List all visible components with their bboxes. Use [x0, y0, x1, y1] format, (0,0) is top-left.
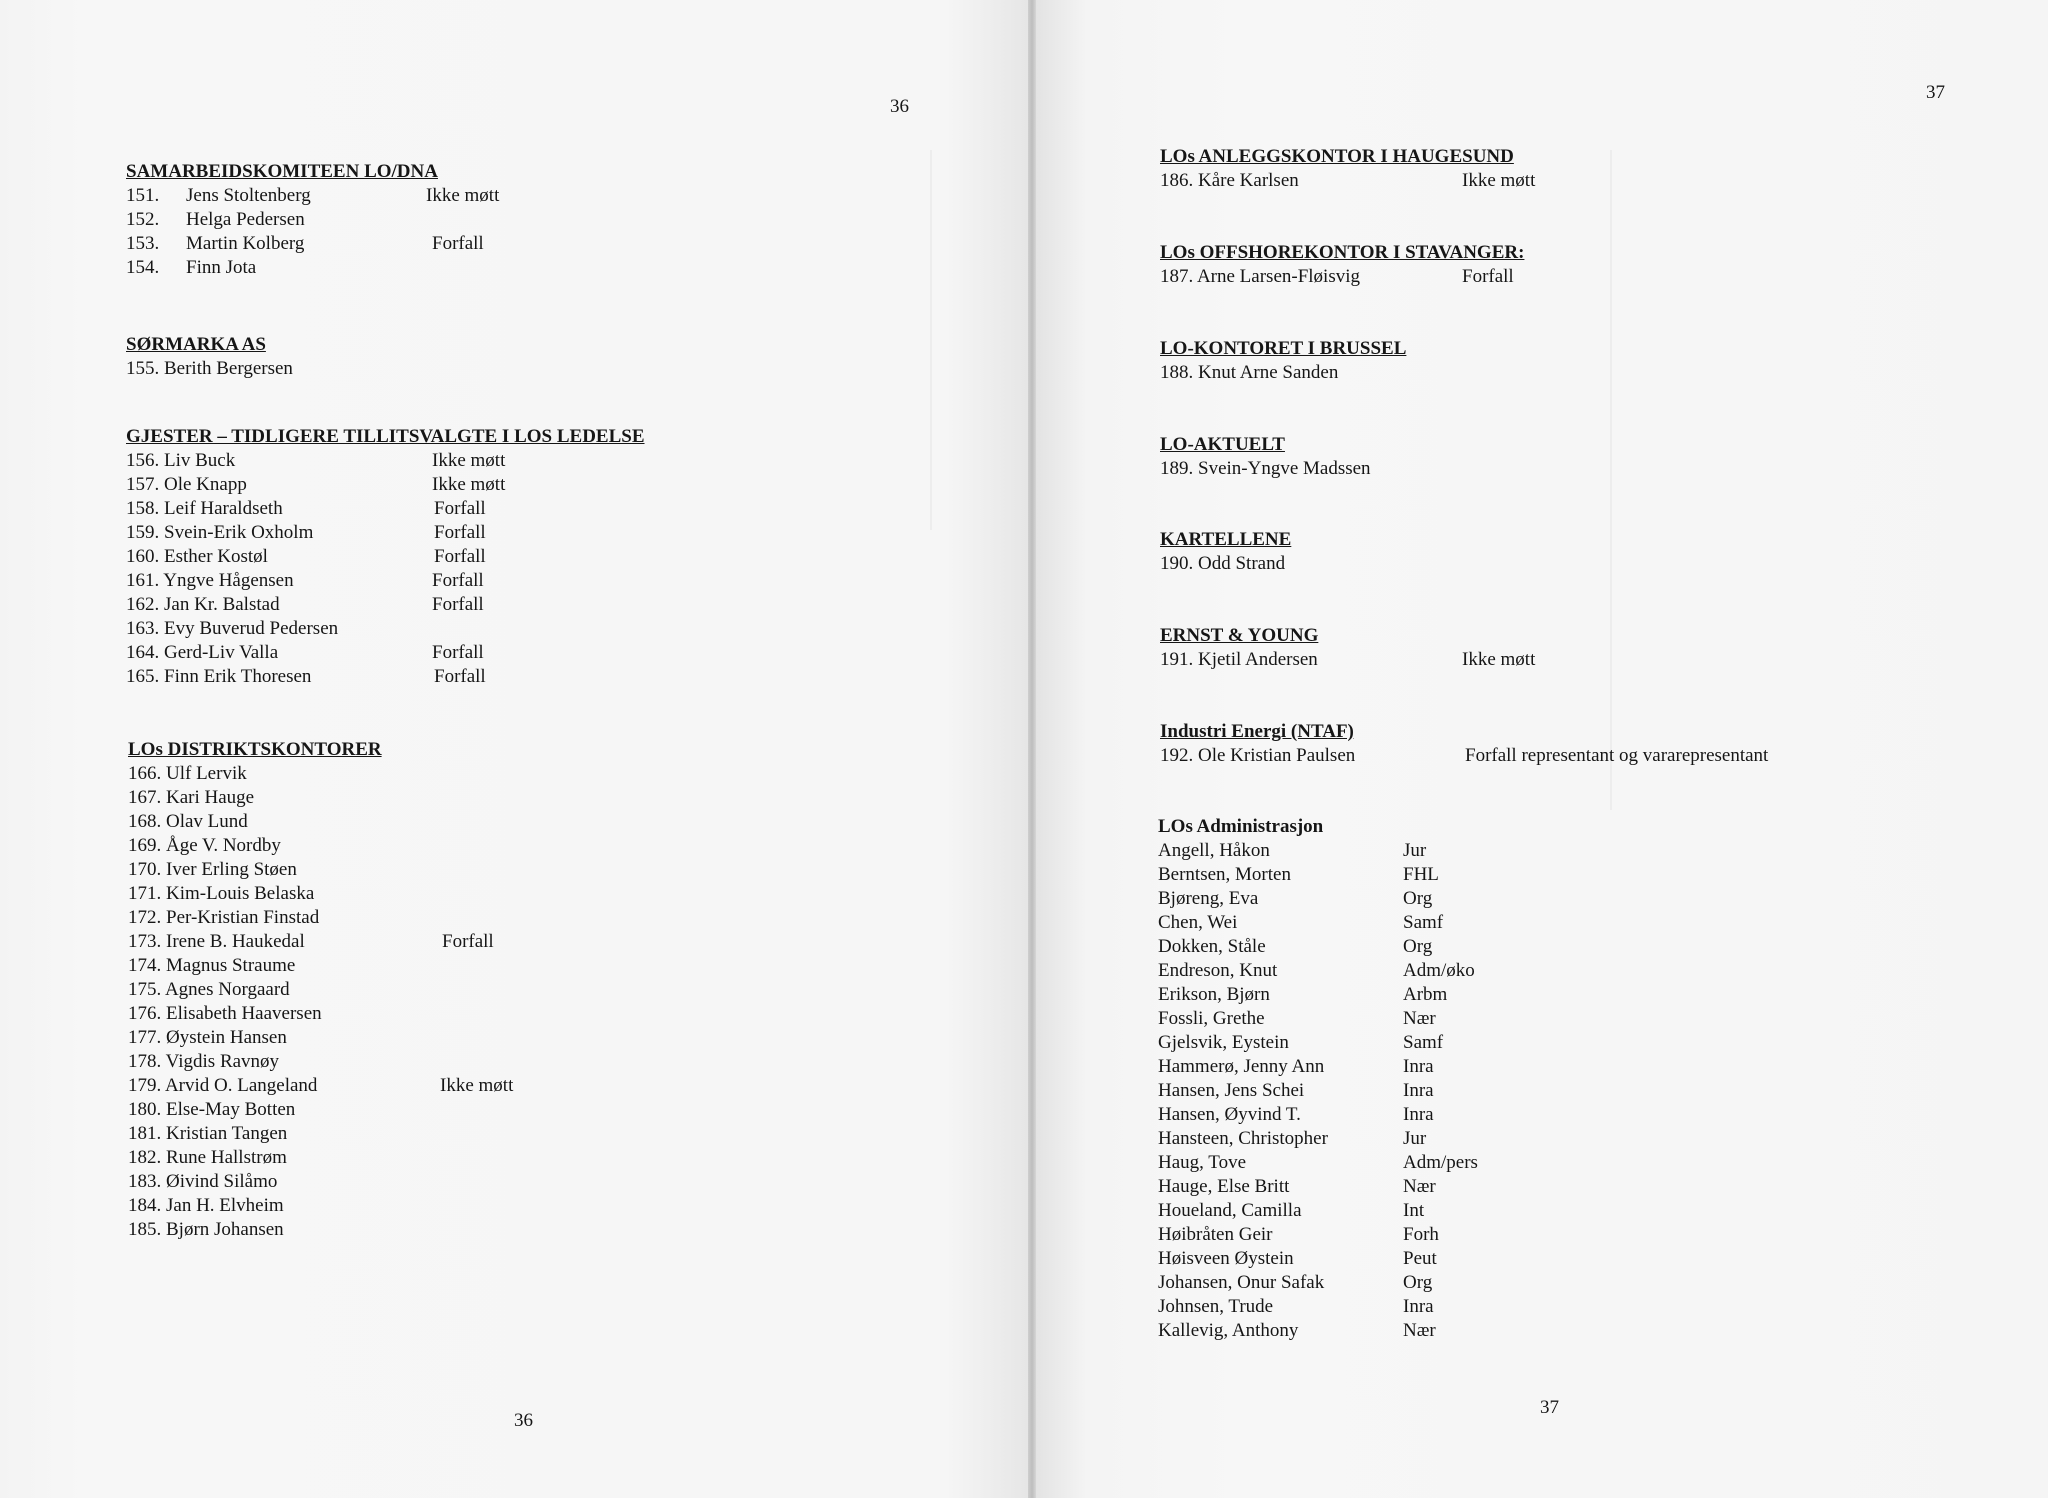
list-item: 161. Yngve Hågensen Forfall — [126, 570, 484, 591]
section-heading: SØRMARKA AS — [126, 334, 266, 355]
section-ernst-young — [1160, 624, 1760, 672]
section-anleggskontor — [1160, 145, 1760, 193]
list-item: 151. Jens Stoltenberg Ikke møtt — [126, 185, 500, 206]
list-item: 179. Arvid O. Langeland Ikke møtt — [128, 1075, 514, 1096]
list-item: 175. Agnes Norgaard — [128, 979, 290, 1000]
list-item: 162. Jan Kr. Balstad Forfall — [126, 594, 484, 615]
list-item: 165. Finn Erik Thoresen Forfall — [126, 666, 486, 687]
list-item: Høibråten Geir Forh — [1158, 1223, 1439, 1245]
list-item: Johansen, Onur Safak Org — [1158, 1271, 1433, 1293]
list-item: 153. Martin Kolberg Forfall — [126, 233, 484, 254]
list-item: Erikson, Bjørn Arbm — [1158, 983, 1448, 1005]
list-item: Bjøreng, Eva Org — [1158, 887, 1433, 909]
list-item: 160. Esther Kostøl Forfall — [126, 546, 486, 567]
list-item: Hammerø, Jenny Ann Inra — [1158, 1055, 1434, 1077]
section-heading: GJESTER – TIDLIGERE TILLITSVALGTE I LOS LEDELSE — [126, 426, 645, 447]
section-industri-energi — [1160, 720, 1860, 768]
list-item: Gjelsvik, Eystein Samf — [1158, 1031, 1444, 1053]
section-samarbeidskomiteen — [126, 160, 646, 280]
list-item: 189. Svein-Yngve Madssen — [1160, 458, 1371, 479]
list-item: 188. Knut Arne Sanden — [1160, 362, 1339, 383]
section-gjester — [126, 425, 746, 689]
list-item: 183. Øivind Silåmo — [128, 1171, 278, 1192]
list-item: 176. Elisabeth Haaversen — [128, 1003, 322, 1024]
section-heading: LO-KONTORET I BRUSSEL — [1160, 338, 1407, 359]
list-item: 186. Kåre Karlsen Ikke møtt — [1160, 170, 1536, 191]
list-item: 152. Helga Pedersen — [126, 209, 305, 230]
list-item: Chen, Wei Samf — [1158, 911, 1444, 933]
list-item: 192. Ole Kristian Paulsen Forfall representant og vararepresentant — [1160, 745, 1769, 766]
list-item: Fossli, Grethe Nær — [1158, 1007, 1436, 1029]
list-item: 174. Magnus Straume — [128, 955, 296, 976]
section-heading: SAMARBEIDSKOMITEEN LO/DNA — [126, 161, 438, 182]
list-item: 190. Odd Strand — [1160, 553, 1286, 574]
list-item: 158. Leif Haraldseth Forfall — [126, 498, 486, 519]
list-item: 172. Per-Kristian Finstad — [128, 907, 320, 928]
list-item: 159. Svein-Erik Oxholm Forfall — [126, 522, 486, 543]
list-item: 169. Åge V. Nordby — [128, 835, 281, 856]
list-item: 168. Olav Lund — [128, 811, 248, 832]
list-item: 154. Finn Jota — [126, 257, 257, 278]
list-item: Hansteen, Christopher Jur — [1158, 1127, 1427, 1149]
list-item: Houeland, Camilla Int — [1158, 1199, 1425, 1221]
list-item: 187. Arne Larsen-Fløisvig Forfall — [1160, 266, 1514, 287]
section-brussel — [1160, 337, 1760, 385]
list-item: Angell, Håkon Jur — [1158, 839, 1427, 861]
list-item: Endreson, Knut Adm/øko — [1158, 959, 1475, 981]
list-item: 155. Berith Bergersen — [126, 358, 293, 379]
list-item: Berntsen, Morten FHL — [1158, 863, 1439, 885]
list-item: 178. Vigdis Ravnøy — [128, 1051, 280, 1072]
section-kartellene — [1160, 528, 1760, 576]
list-item: 166. Ulf Lervik — [128, 763, 247, 784]
list-item: 157. Ole Knapp Ikke møtt — [126, 474, 506, 495]
list-item: Hansen, Jens Schei Inra — [1158, 1079, 1434, 1101]
list-item: Haug, Tove Adm/pers — [1158, 1151, 1478, 1173]
list-item: Hauge, Else Britt Nær — [1158, 1175, 1436, 1197]
list-item: 185. Bjørn Johansen — [128, 1219, 284, 1240]
page-number-top: 36 — [890, 96, 909, 117]
section-offshorekontor — [1160, 241, 1760, 289]
section-heading: LOs OFFSHOREKONTOR I STAVANGER: — [1160, 242, 1525, 263]
section-distriktskontorer — [128, 738, 688, 1242]
section-heading: KARTELLENE — [1160, 529, 1292, 550]
list-item: 177. Øystein Hansen — [128, 1027, 287, 1048]
list-item: Høisveen Øystein Peut — [1158, 1247, 1437, 1269]
section-heading: LOs DISTRIKTSKONTORER — [128, 739, 382, 760]
list-item: 167. Kari Hauge — [128, 787, 255, 808]
page-number-bottom: 36 — [514, 1410, 533, 1431]
list-item: 182. Rune Hallstrøm — [128, 1147, 287, 1168]
list-item: 173. Irene B. Haukedal Forfall — [128, 931, 494, 952]
list-item: 171. Kim-Louis Belaska — [128, 883, 315, 904]
list-item: Dokken, Ståle Org — [1158, 935, 1433, 957]
list-item: 181. Kristian Tangen — [128, 1123, 288, 1144]
list-item: 180. Else-May Botten — [128, 1099, 296, 1120]
page-number-bottom: 37 — [1540, 1397, 1559, 1418]
list-item: 164. Gerd-Liv Valla Forfall — [126, 642, 484, 663]
section-heading: LOs Administrasjon — [1158, 816, 1324, 837]
list-item: 163. Evy Buverud Pedersen — [126, 618, 339, 639]
list-item: 156. Liv Buck Ikke møtt — [126, 450, 506, 471]
list-item: 191. Kjetil Andersen Ikke møtt — [1160, 649, 1536, 670]
section-lo-aktuelt — [1160, 433, 1760, 481]
list-item: 184. Jan H. Elvheim — [128, 1195, 284, 1216]
list-item: Hansen, Øyvind T. Inra — [1158, 1103, 1434, 1125]
list-item: Kallevig, Anthony Nær — [1158, 1319, 1436, 1341]
section-heading: LO-AKTUELT — [1160, 434, 1285, 455]
section-heading: LOs ANLEGGSKONTOR I HAUGESUND — [1160, 146, 1514, 167]
list-item: 170. Iver Erling Støen — [128, 859, 297, 880]
page-number-top: 37 — [1926, 82, 1945, 103]
book-gutter — [1028, 0, 1036, 1498]
section-sormarka — [126, 333, 646, 381]
section-administrasjon — [1158, 815, 1658, 1343]
section-heading: Industri Energi (NTAF) — [1160, 721, 1354, 742]
list-item: Johnsen, Trude Inra — [1158, 1295, 1434, 1317]
section-heading: ERNST & YOUNG — [1160, 625, 1319, 646]
